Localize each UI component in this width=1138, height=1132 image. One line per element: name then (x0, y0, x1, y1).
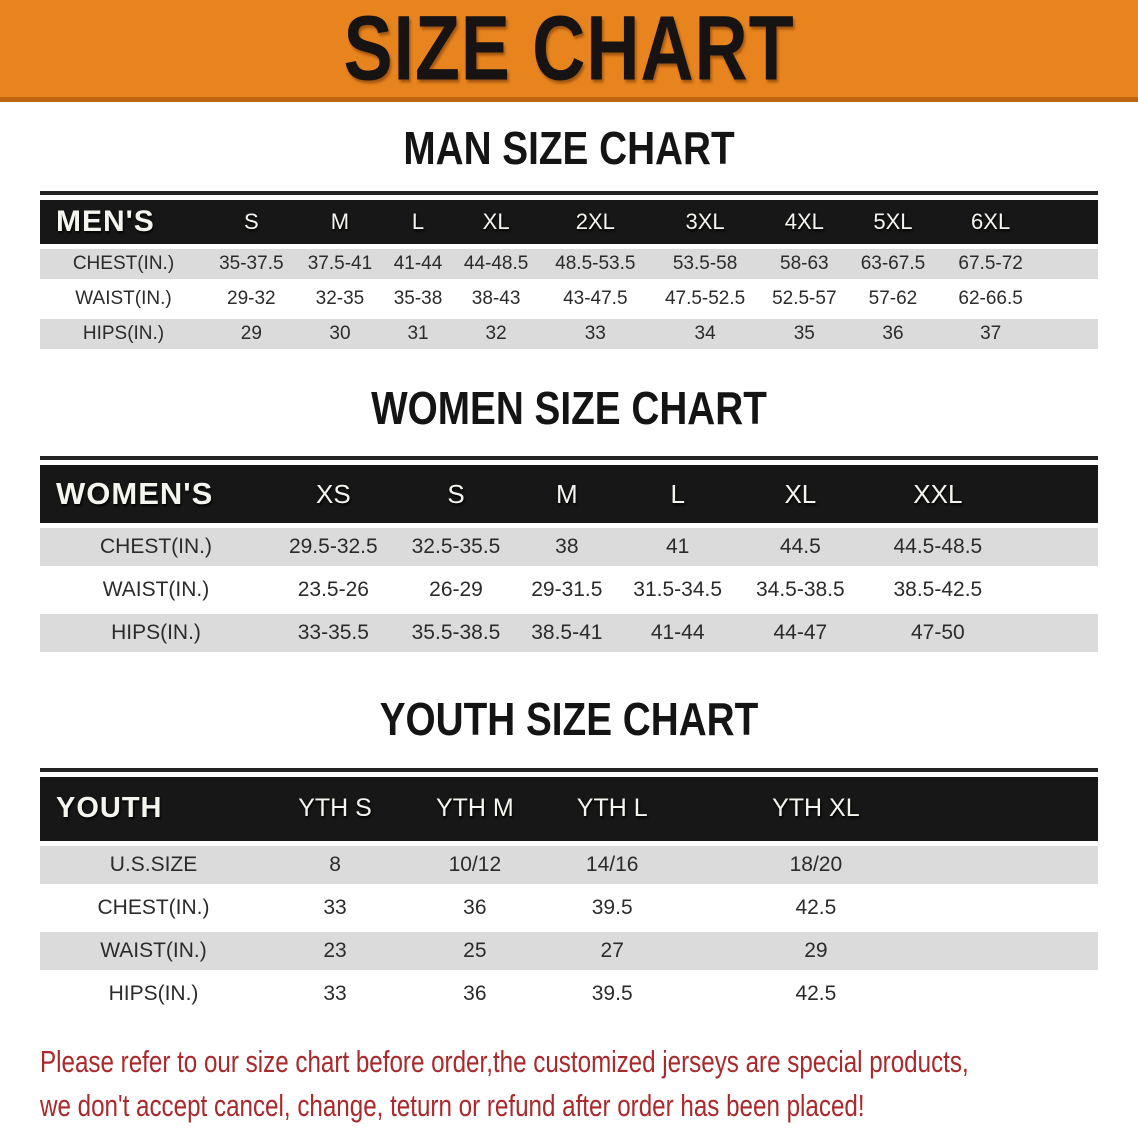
size-column-header: YTH L (547, 777, 678, 841)
content (0, 124, 1138, 1128)
men-size-table (40, 191, 1098, 354)
measurement-value: 29-32 (227, 287, 276, 309)
measurement-label: CHEST(IN.) (100, 535, 212, 559)
measurement-value: 32-35 (315, 287, 365, 309)
size-table-header-row (40, 200, 1098, 244)
measurement-value: 38.5-41 (531, 621, 603, 645)
measurement-value: 44-47 (773, 621, 828, 645)
measurement-value: 53.5-58 (672, 252, 738, 274)
size-column-header: XXL (862, 465, 1098, 523)
measurement-value: 58-63 (780, 252, 829, 274)
measurement-value: 43-47.5 (563, 287, 628, 309)
measurement-row (40, 932, 1098, 970)
disclaimer-line-2: we don't accept cancel, change, teturn or refund after order has been placed! (40, 1087, 865, 1123)
measurement-row (40, 614, 1098, 652)
measurement-value: 38 (555, 535, 579, 559)
women-size-table (40, 456, 1098, 657)
size-column-header: 2XL (540, 200, 650, 244)
size-column-header: L (616, 465, 739, 523)
measurement-value: 37 (980, 322, 1002, 344)
measurement-value: 35.5-38.5 (411, 621, 501, 645)
measurement-value: 62-66.5 (958, 287, 1023, 309)
measurement-value: 34.5-38.5 (755, 578, 845, 602)
measurement-value: 47.5-52.5 (664, 287, 746, 309)
measurement-value: 35 (793, 322, 815, 344)
measurement-label: U.S.SIZE (109, 852, 198, 876)
measurement-value: 42.5 (795, 981, 837, 1005)
measurement-label: WAIST(IN.) (100, 938, 207, 962)
measurement-value: 25 (463, 938, 487, 962)
measurement-value: 33 (584, 322, 606, 344)
measurement-row (40, 571, 1098, 609)
size-column-header: YTH XL (678, 777, 1098, 841)
size-column-header: XL (452, 200, 541, 244)
table-category-label: YOUTH (40, 777, 267, 841)
measurement-label: HIPS(IN.) (82, 322, 165, 344)
measurement-value: 14/16 (585, 852, 639, 876)
measurement-value: 38-43 (471, 287, 521, 309)
measurement-value: 35-37.5 (219, 252, 284, 274)
size-column-header: 3XL (650, 200, 760, 244)
measurement-value: 29.5-32.5 (288, 535, 378, 559)
page-title: SIZE CHART (343, 0, 795, 100)
measurement-value: 27 (600, 938, 624, 962)
measurement-value: 44.5-48.5 (893, 535, 983, 559)
measurement-value: 33 (323, 981, 347, 1005)
measurement-value: 44-48.5 (463, 252, 529, 274)
men-section-heading: MAN SIZE CHART (403, 122, 735, 175)
disclaimer (40, 1040, 1098, 1128)
size-column-header: 4XL (760, 200, 849, 244)
table-category-label: WOMEN'S (40, 465, 272, 523)
measurement-label: CHEST(IN.) (97, 895, 210, 919)
measurement-label: HIPS(IN.) (111, 621, 201, 645)
measurement-value: 38.5-42.5 (893, 578, 983, 602)
size-table-header-row (40, 777, 1098, 841)
measurement-label: WAIST(IN.) (75, 287, 172, 309)
measurement-label: CHEST(IN.) (72, 252, 175, 274)
measurement-value: 42.5 (795, 895, 837, 919)
measurement-value: 26-29 (429, 578, 483, 602)
measurement-row (40, 284, 1098, 314)
measurement-row (40, 846, 1098, 884)
size-column-header: M (296, 200, 385, 244)
measurement-value: 39.5 (591, 981, 633, 1005)
measurement-value: 23.5-26 (297, 578, 369, 602)
measurement-value: 57-62 (868, 287, 918, 309)
measurement-value: 41-44 (393, 252, 443, 274)
measurement-value: 10/12 (448, 852, 502, 876)
measurement-value: 47-50 (910, 621, 965, 645)
measurement-value: 36 (463, 895, 487, 919)
measurement-value: 52.5-57 (772, 287, 837, 309)
measurement-value: 36 (463, 981, 487, 1005)
men-section (0, 124, 1138, 354)
measurement-value: 31.5-34.5 (633, 578, 723, 602)
disclaimer-line-1: Please refer to our size chart before order,the customized jerseys are special products, (40, 1043, 969, 1079)
measurement-value: 29 (240, 322, 262, 344)
youth-section-heading: YOUTH SIZE CHART (379, 693, 759, 746)
size-column-header: 6XL (937, 200, 1098, 244)
measurement-value: 29 (804, 938, 828, 962)
measurement-value: 33 (323, 895, 347, 919)
measurement-value: 8 (329, 852, 341, 876)
measurement-row (40, 528, 1098, 566)
measurement-row (40, 319, 1098, 349)
youth-size-table (40, 768, 1098, 1018)
banner (0, 0, 1138, 102)
women-section-heading: WOMEN SIZE CHART (371, 382, 767, 435)
measurement-value: 35-38 (393, 287, 443, 309)
measurement-value: 33-35.5 (297, 621, 369, 645)
measurement-value: 48.5-53.5 (555, 252, 636, 274)
measurement-value: 34 (694, 322, 716, 344)
measurement-value: 30 (329, 322, 351, 344)
measurement-row (40, 975, 1098, 1013)
measurement-row (40, 249, 1098, 279)
size-column-header: YTH S (267, 777, 403, 841)
youth-section (0, 695, 1138, 1018)
measurement-row (40, 889, 1098, 927)
measurement-value: 63-67.5 (860, 252, 926, 274)
measurement-value: 18/20 (789, 852, 843, 876)
measurement-value: 67.5-72 (958, 252, 1023, 274)
measurement-label: WAIST(IN.) (102, 578, 210, 602)
size-column-header: YTH M (403, 777, 547, 841)
measurement-value: 29-31.5 (531, 578, 603, 602)
women-section (0, 384, 1138, 658)
size-table-header-row (40, 465, 1098, 523)
measurement-value: 39.5 (591, 895, 633, 919)
measurement-value: 31 (407, 322, 429, 344)
size-column-header: XL (739, 465, 862, 523)
measurement-value: 44.5 (779, 535, 821, 559)
measurement-value: 41 (666, 535, 690, 559)
measurement-value: 37.5-41 (307, 252, 373, 274)
size-column-header: S (395, 465, 518, 523)
size-column-header: 5XL (849, 200, 938, 244)
measurement-value: 32.5-35.5 (411, 535, 501, 559)
table-category-label: MEN'S (40, 200, 207, 244)
measurement-value: 23 (323, 938, 347, 962)
measurement-value: 36 (882, 322, 904, 344)
size-column-header: XS (272, 465, 395, 523)
size-column-header: S (207, 200, 296, 244)
measurement-label: HIPS(IN.) (108, 981, 199, 1005)
size-column-header: M (517, 465, 616, 523)
measurement-value: 32 (485, 322, 507, 344)
size-column-header: L (384, 200, 452, 244)
measurement-value: 41-44 (650, 621, 705, 645)
